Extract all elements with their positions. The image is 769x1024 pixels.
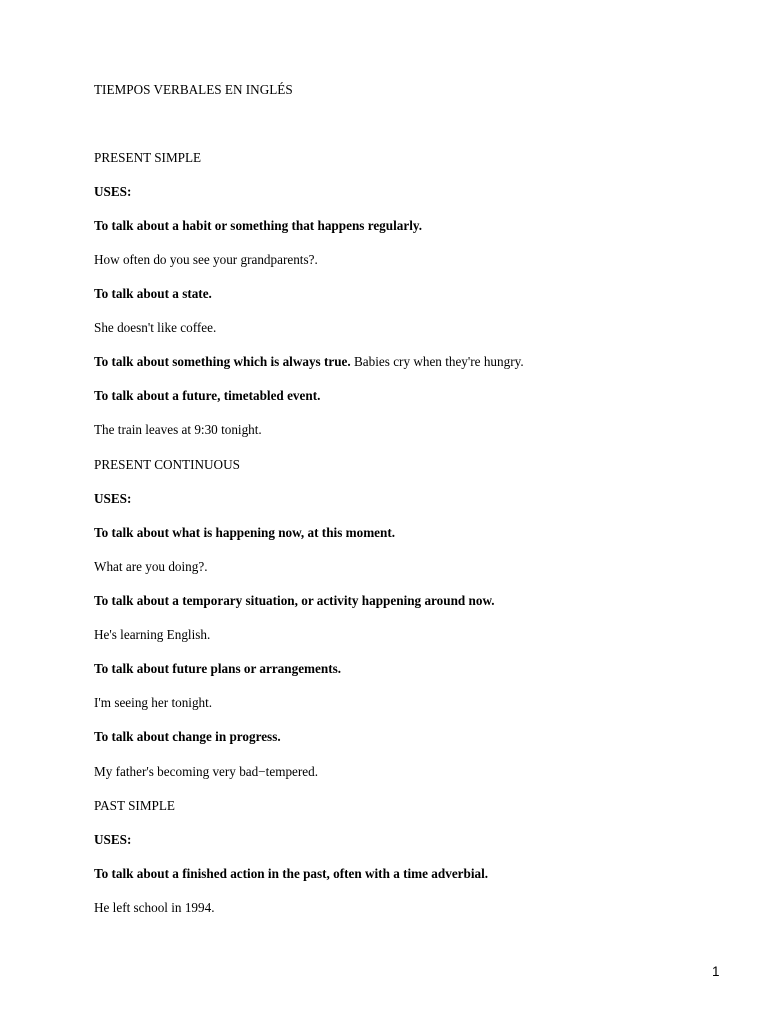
- document-title: TIEMPOS VERBALES EN INGLÉS: [94, 82, 293, 97]
- use-description: To talk about a future, timetabled event.: [94, 388, 321, 403]
- section-heading: PAST SIMPLE: [94, 798, 175, 813]
- use-description: To talk about a finished action in the past, often with a time adverbial.: [94, 866, 489, 881]
- use-example: He left school in 1994.: [94, 900, 215, 915]
- use-example: What are you doing?.: [94, 559, 208, 574]
- use-description: To talk about change in progress.: [94, 729, 281, 744]
- use-example: He's learning English.: [94, 627, 211, 642]
- use-example: I'm seeing her tonight.: [94, 695, 213, 710]
- page-number: 1: [712, 964, 720, 979]
- use-example: She doesn't like coffee.: [94, 320, 217, 335]
- use-description: To talk about a temporary situation, or activity happening around now.: [94, 593, 495, 608]
- section-heading: PRESENT CONTINUOUS: [94, 457, 240, 472]
- use-example: How often do you see your grandparents?.: [94, 252, 318, 267]
- use-with-inline-example: [94, 354, 524, 370]
- uses-label: USES:: [94, 832, 132, 847]
- use-description: To talk about future plans or arrangements.: [94, 661, 342, 676]
- use-example: My father's becoming very bad−tempered.: [94, 764, 319, 779]
- use-example: The train leaves at 9:30 tonight.: [94, 422, 262, 437]
- uses-label: USES:: [94, 184, 132, 199]
- section-heading: PRESENT SIMPLE: [94, 150, 202, 165]
- uses-label: USES:: [94, 491, 132, 506]
- use-description: To talk about something which is always true.: [94, 354, 351, 369]
- use-description: To talk about a state.: [94, 286, 212, 301]
- inline-example: Babies cry when they're hungry.: [350, 354, 524, 369]
- use-description: To talk about what is happening now, at this moment.: [94, 525, 396, 540]
- use-description: To talk about a habit or something that happens regularly.: [94, 218, 423, 233]
